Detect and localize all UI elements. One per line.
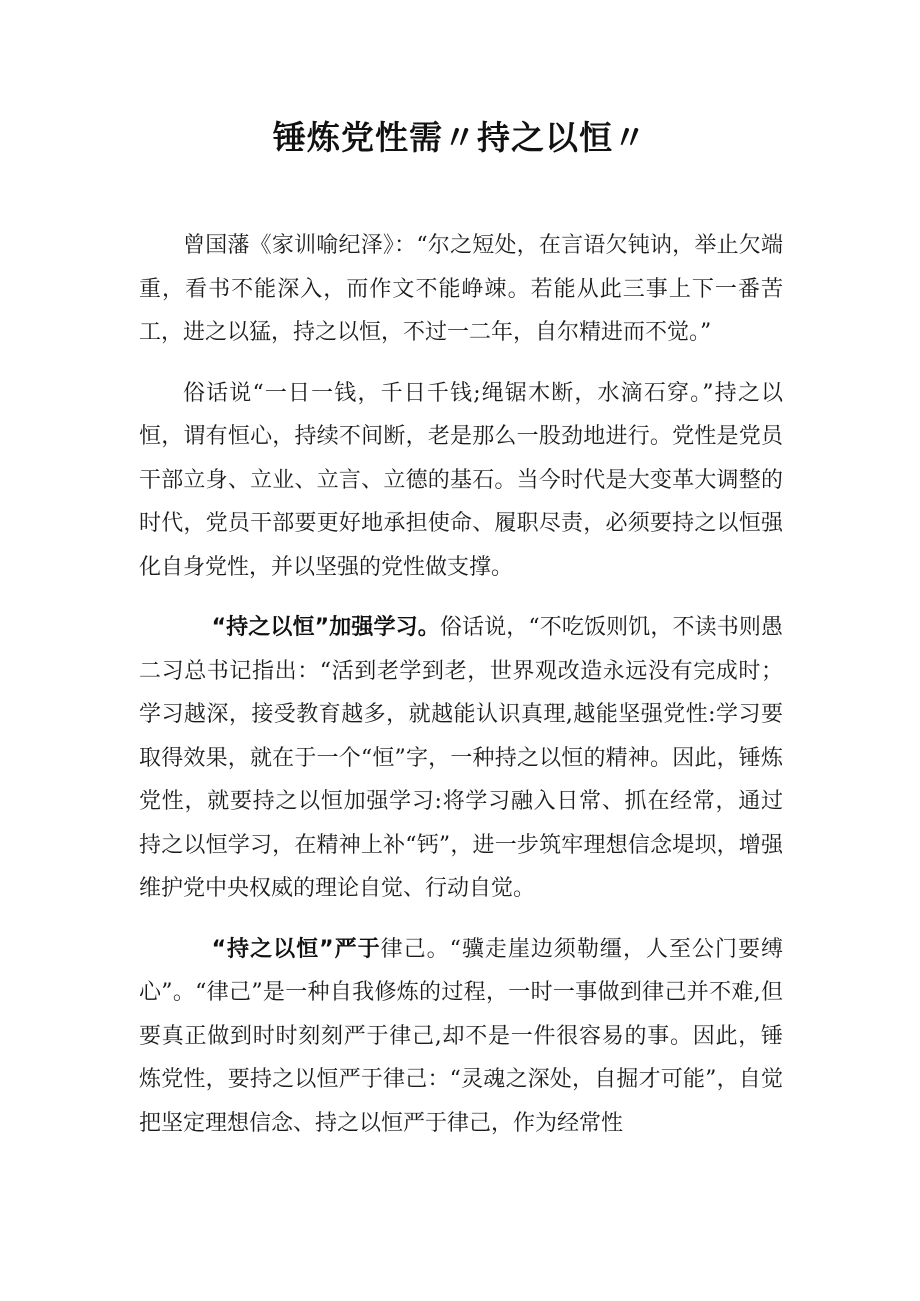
- document-title: 锤炼党性需〃持之以恒〃: [273, 118, 647, 157]
- document-body: [139, 224, 783, 1145]
- paragraph-1: [139, 224, 783, 355]
- paragraph-3-text: 俗话说，“不吃饭则饥，不读书则愚二习总书记指出：“活到老学到老，世界观改造永远没有完成时；学习越深，接受教育越多，就越能认识真理,越能坚强党性:学习要取得效果，就在于一个“恒”字，一种持之以恒的精神。因此，锤炼党性，就要持之以恒加强学习:将学习融入日常、抓在经常，通过持之以恒学习，在精神上补“钙”，进一步筑牢理想信念堤坝，增强维护党中央权威的理论自觉、行动自觉。: [139, 615, 784, 901]
- paragraph-3-lead: “持之以恒”加强学习。: [211, 615, 440, 640]
- paragraph-4: [139, 928, 783, 1146]
- paragraph-2-text: 俗话说“一日一钱，千日千钱;绳锯木断，水滴石穿。”持之以恒，谓有恒心，持续不间断，老是那么一股劲地进行。党性是党员干部立身、立业、立言、立德的基石。当今时代是大变革大调整的时代，党员干部要更好地承担使命、履职尽责，必须要持之以恒强化自身党性，并以坚强的党性做支撑。: [139, 380, 783, 580]
- paragraph-4-text: 律己。“骥走崖边须勒缰，人至公门要缚心”。“律己”是一种自我修炼的过程，一时一事做到律己并不难,但要真正做到时时刻刻严于律己,却不是一件很容易的事。因此，锤炼党性，要持之以恒严于律己：“灵魂之深处，自掘才可能”，自觉把坚定理想信念、持之以恒严于律己，作为经常性: [139, 936, 784, 1136]
- paragraph-3: [139, 606, 783, 911]
- paragraph-1-text: 曾国藩《家训喻纪泽》：“尔之短处，在言语欠钝讷，举止欠端重，看书不能深入，而作文不能峥竦。若能从此三事上下一番苦工，进之以猛，持之以恒，不过一二年，自尔精进而不觉。”: [139, 233, 783, 345]
- paragraph-2: [139, 372, 783, 590]
- paragraph-4-lead: “持之以恒”严于: [211, 936, 381, 962]
